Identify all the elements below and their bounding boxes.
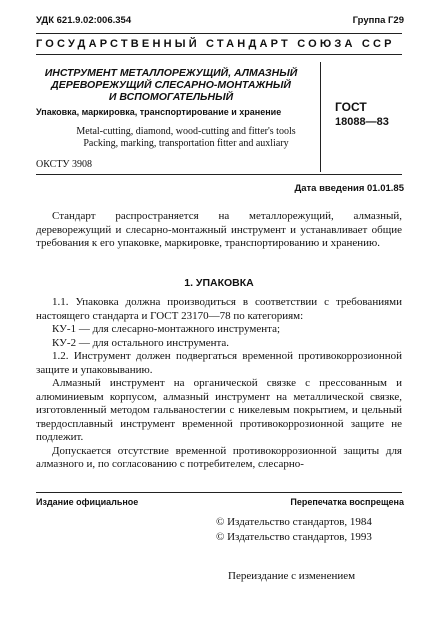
title-divider <box>320 62 321 172</box>
paragraph: КУ-2 — для остального инструмента. <box>52 336 230 349</box>
reissue-note: Переиздание с изменением <box>228 570 356 582</box>
title-ru-line: И ВСПОМОГАТЕЛЬНЫЙ <box>108 91 234 103</box>
paragraph: 1.2. Инструмент должен подвергаться временной противокоррозионной защите и упаковыванию. <box>36 350 402 376</box>
subtitle-ru: Упаковка, маркировка, транспортирование и хранение <box>36 107 282 117</box>
banner-rule <box>36 54 402 55</box>
paragraph: Допускается отсутствие временной противокоррозионной защиты для алмазного и, по согласованию с потребителем, слесарно- <box>36 444 402 470</box>
title-ru-line: ИНСТРУМЕНТ МЕТАЛЛОРЕЖУЩИЙ, АЛМАЗНЫЙ <box>44 67 298 79</box>
title-ru-line: ДЕРЕВОРЕЖУЩИЙ СЛЕСАРНО-МОНТАЖНЫЙ <box>51 79 291 91</box>
okstu-code: ОКСТУ 3908 <box>36 159 93 170</box>
title-en <box>36 126 336 150</box>
title-bottom-rule <box>36 174 402 175</box>
footer-rule <box>36 492 402 493</box>
gost-label: ГОСТ <box>335 100 367 114</box>
intro-paragraph <box>36 210 402 251</box>
title-ru <box>36 67 306 103</box>
copyright-1993: © Издательство стандартов, 1993 <box>216 531 372 543</box>
udc-code: УДК 621.9.02:006.354 <box>36 15 132 26</box>
state-standard-banner: ГОСУДАРСТВЕННЫЙ СТАНДАРТ СОЮЗА ССР <box>36 38 395 50</box>
title-en-line: Metal-cutting, diamond, wood-cutting and fitter's tools <box>76 126 296 137</box>
group-code: Группа Г29 <box>352 15 404 26</box>
official-edition: Издание официальное <box>36 497 139 507</box>
intro-text: Стандарт распространяется на металлорежущий, алмазный, дереворежущий и слесарно-монтажный инструмент и устанавливает общие требования к его упаковке, маркировке, транспортированию и хранению. <box>36 210 402 249</box>
section-title: 1. УПАКОВКА <box>184 277 254 289</box>
section-body <box>36 296 402 472</box>
title-en-line: Packing, marking, transportation fitter and auxliary <box>83 138 289 149</box>
paragraph: 1.1. Упаковка должна производиться в соответствии с требованиями настоящего стандарта и ГОСТ 23170—78 по категориям: <box>36 296 402 322</box>
paragraph: КУ-1 — для слесарно-монтажного инструмента; <box>52 323 281 335</box>
intro-date: Дата введения 01.01.85 <box>294 183 404 194</box>
reprint-prohibited: Перепечатка воспрещена <box>290 497 404 507</box>
paragraph: Алмазный инструмент на органической связке с прессованным и алюминиевым корпусом, алмазный инструмент на металлической связке, изготовленный методом гальваностегии с никелевым покрытием, и цельный твердосплавный инструмент временной противокоррозионной защите не подлежит. <box>36 377 402 443</box>
copyright-1984: © Издательство стандартов, 1984 <box>216 516 372 528</box>
top-rule <box>36 33 402 34</box>
gost-number: 18088—83 <box>335 116 389 128</box>
